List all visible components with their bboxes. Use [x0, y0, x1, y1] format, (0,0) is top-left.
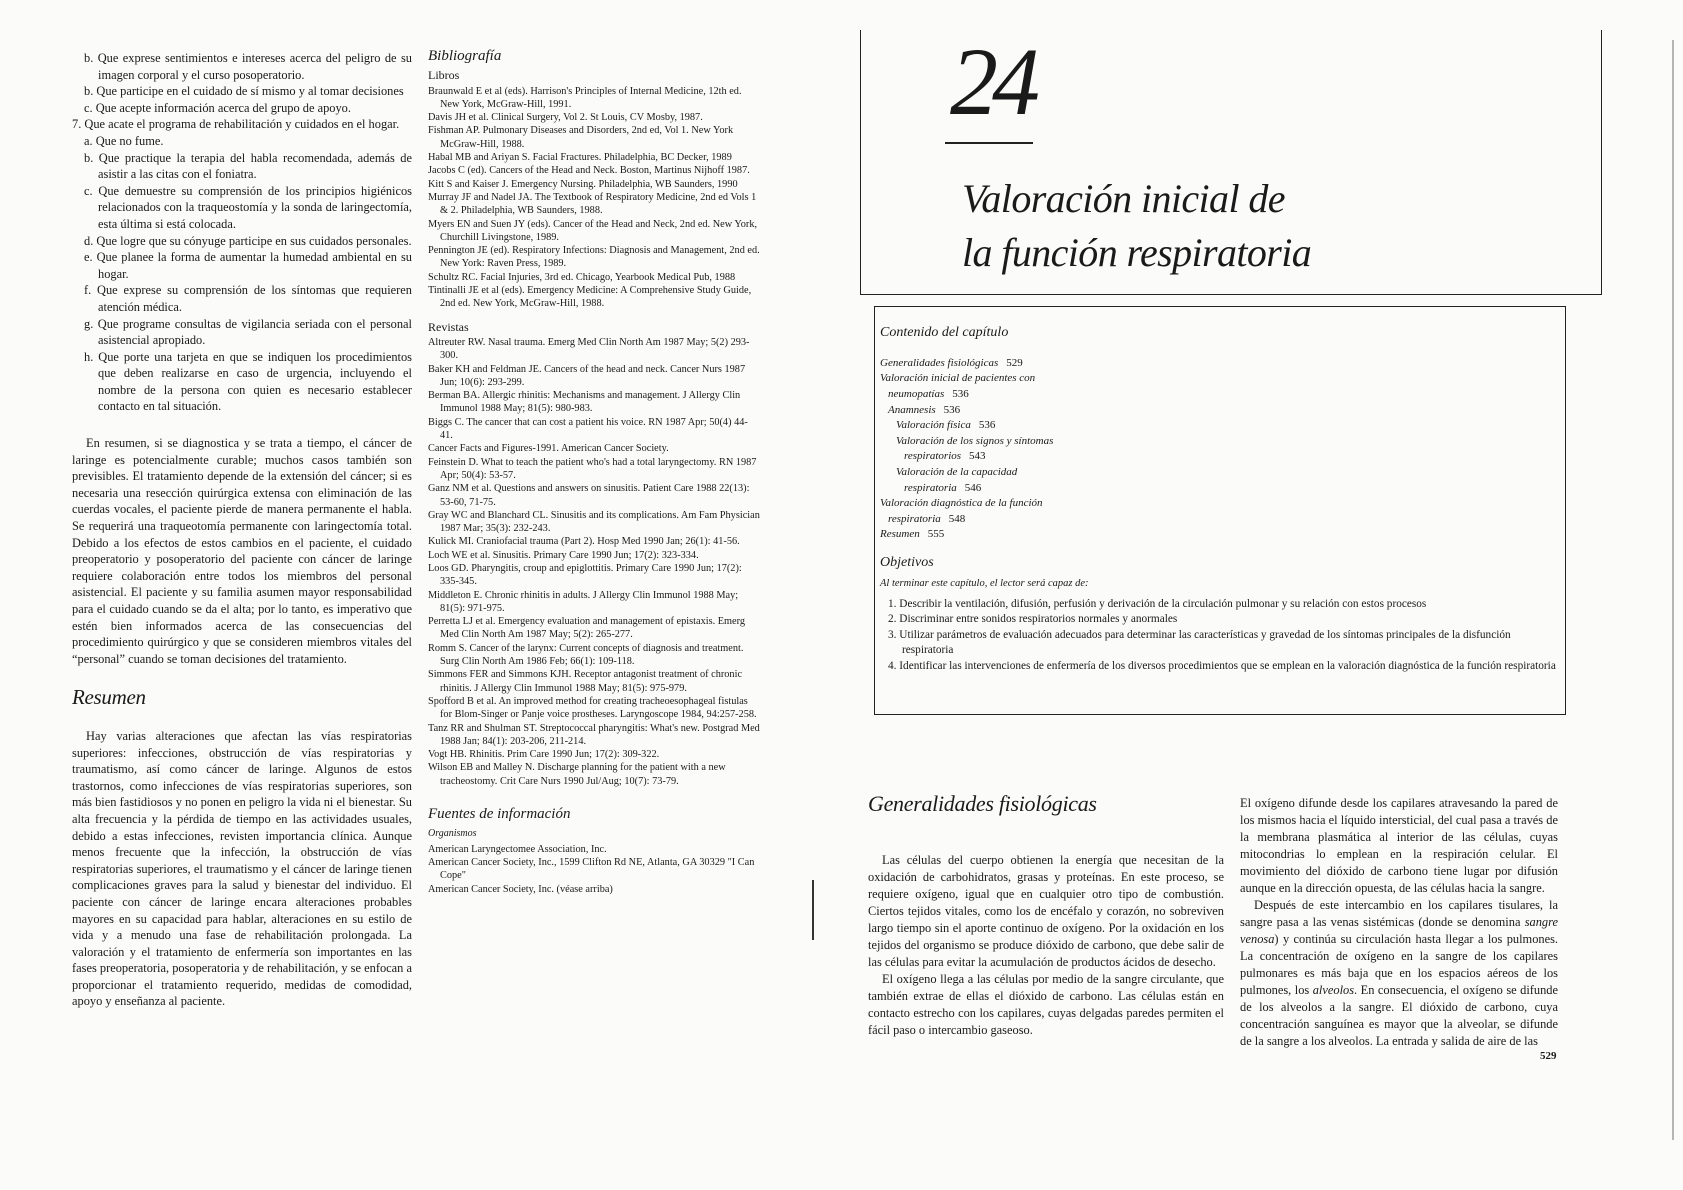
list-item: 3. Utilizar parámetros de evaluación adecuados para determinar las características y gravedad de los síntomas principales de la disfunción respiratoria	[888, 628, 1511, 657]
care-goals-list	[72, 50, 412, 415]
resumen-paragraph: Hay varias alteraciones que afectan las vías respiratorias superiores: infecciones, obstrucción de vías respiratorias y traumatismo, así como cáncer de laringe. Algunos de estos trastornos, como infecciones de vías respiratorias superiores, son más bien fastidiosos y no ponen en peligro la vida ni el bienestar. Su alta frecuencia y la pérdida de tiempo en las actividades usuales, debido a estas infecciones, revisten importancia clínica. Aunque menos frecuente que la infección, la obstrucción de vías respiratorias superiores, el traumatismo y el cáncer de laringe tienen complicaciones graves para la salud y bienestar del individuo. El paciente con cáncer de laringe encara alteraciones probables mayores en su capacidad para hablar, alteraciones en su estilo de vida y a menudo una fase de rehabilitación prolongada. La valoración y el tratamiento de enfermería son importantes en las fases preoperatoria, posoperatoria y de rehabilitación, y se enfocan a proporcionar el tratamiento requerido, medidas de comodidad, apoyo y enseñanza al paciente.	[72, 728, 412, 1009]
list-item: Ganz NM et al. Questions and answers on sinusitis. Patient Care 1988 22(13): 53-60, 71-75.	[428, 483, 750, 508]
toc-entry	[880, 356, 1560, 372]
resumen-heading: Resumen	[72, 685, 146, 710]
chapter-number: 24	[950, 28, 1034, 135]
toc-entry	[880, 527, 1560, 543]
toc-entry	[880, 387, 1560, 403]
libros-label: Libros	[428, 68, 460, 83]
list-item: d. Que logre que su cónyuge participe en sus cuidados personales.	[84, 233, 412, 248]
list-item: Tanz RR and Shulman ST. Streptococcal pharyngitis: What's new. Postgrad Med 1988 Jan; 84(1): 203-206, 211-214.	[428, 722, 760, 747]
bibliography-heading: Bibliografía	[428, 48, 502, 64]
list-item: Spofford B et al. An improved method for creating tracheoesophageal fistulas for Blom-Singer or Panje voice prostheses. Laryngoscope 1984, 94:257-258.	[428, 695, 757, 721]
list-item: Pennington JE (ed). Respiratory Infections: Diagnosis and Management, 2nd ed. New York: Raven Press, 1989.	[428, 245, 760, 270]
objetivos-list	[880, 597, 1560, 675]
organismos-list	[428, 843, 760, 896]
list-item: 2. Discriminar entre sonidos respiratorios normales y anormales	[888, 613, 1178, 626]
organismos-label: Organismos	[428, 828, 477, 840]
list-item: a. Que no fume.	[84, 133, 164, 148]
body-left-column	[868, 791, 1224, 1039]
chapter-title-line-2: la función respiratoria	[962, 230, 1312, 275]
toc-entry	[880, 449, 1560, 465]
list-item: Perretta LJ et al. Emergency evaluation and management of epistaxis. Emerg Med Clin North Am 1987 May; 5(2): 265-277.	[428, 616, 745, 641]
summary-paragraph: En resumen, si se diagnostica y se trata a tiempo, el cáncer de laringe es potencialmente curable; muchos casos también son previsibles. El tratamiento depende de la extensión del cáncer; si es necesaria una resección quirúrgica extensa con eliminación de las cuerdas vocales, el paciente pierde de manera permanente el habla. Se requerirá una traqueotomía permanente con laringectomía total. Debido a los efectos de estos cambios en el paciente, el cuidado preoperatorio y posoperatorio del paciente con cáncer de laringe requiere colaboración entre todos los miembros del personal asistencial. El paciente y su familia asumen mayor responsabilidad para el cuidado cuando se da el alta; por lo tanto, es imperativo que estén bien informados acerca de las consecuencias del procedimiento quirúrgico y que se consideren miembros vitales del “personal” cuando se toman decisiones del tratamiento.	[72, 436, 412, 666]
list-item: c. Que acepte información acerca del grupo de apoyo.	[84, 100, 351, 115]
toc-label: Valoración inicial de pacientes con	[880, 372, 1036, 385]
list-item: Gray WC and Blanchard CL. Sinusitis and its complications. Am Fam Physician 1987 Mar; 35(3): 232-243.	[428, 509, 760, 535]
list-item: Jacobs C (ed). Cancers of the Head and Neck. Boston, Martinus Nijhoff 1987.	[428, 165, 750, 177]
list-item: Cancer Facts and Figures-1991. American Cancer Society.	[428, 443, 669, 455]
list-item: e. Que planee la forma de aumentar la humedad ambiental en su hogar.	[84, 250, 412, 281]
toc-label: Valoración de los signos y síntomas	[896, 434, 1054, 447]
section-heading: Generalidades fisiológicas	[868, 791, 1097, 816]
list-item: Altreuter RW. Nasal trauma. Emerg Med Clin North Am 1987 May; 5(2) 293-300.	[428, 336, 750, 362]
chapter-title-line-1: Valoración inicial de	[962, 176, 1285, 221]
list-item: 1. Describir la ventilación, difusión, perfusión y derivación de la circulación pulmonar y su relación con estos procesos	[888, 597, 1427, 610]
text-run-emphasis: sangre venosa	[1240, 915, 1558, 946]
list-item: American Cancer Society, Inc., 1599 Clifton Rd NE, Atlanta, GA 30329 "I Can Cope"	[428, 856, 755, 882]
toc-entry	[880, 403, 1560, 419]
table-of-contents	[880, 356, 1560, 543]
toc-page: 546	[964, 481, 982, 494]
toc-page: 536	[952, 387, 969, 400]
list-item: f. Que exprese su comprensión de los síntomas que requieren atención médica.	[84, 283, 412, 314]
body-paragraph: Las células del cuerpo obtienen la energía que necesitan de la oxidación de carbohidratos, grasas y proteínas. En este proceso, se requiere oxígeno, igual que en cualquier otro tipo de combustión. Ciertos tejidos vitales, como los de encéfalo y corazón, no sobreviven largo tiempo sin el aporte continuo de oxígeno. Por la oxidación en los tejidos del organismo se produce dióxido de carbono, que debe salir de las células para evitar la acumulación de productos ácidos de desecho.	[868, 853, 1224, 969]
toc-page: 529	[1006, 356, 1023, 369]
toc-entry	[880, 496, 1560, 512]
toc-page: 543	[969, 450, 986, 463]
list-item: Feinstein D. What to teach the patient who's had a total laryngectomy. RN 1987 Apr; 50(4): 53-57.	[428, 456, 757, 481]
objetivos-heading: Objetivos	[880, 554, 934, 570]
list-item: Habal MB and Ariyan S. Facial Fractures. Philadelphia, BC Decker, 1989	[428, 152, 732, 164]
toc-page: 536	[978, 419, 996, 432]
toc-label: respiratorios	[904, 450, 962, 463]
list-item: 4. Identificar las intervenciones de enfermería de los diversos procedimientos que se emplean en la valoración diagnóstica de la función respiratoria	[888, 659, 1556, 672]
text-run: Después de este intercambio en los capilares tisulares, la sangre pasa a las venas sistémicas (donde se denomina	[1240, 898, 1558, 929]
revistas-label: Revistas	[428, 319, 469, 334]
list-item: Wilson EB and Malley N. Discharge planning for the patient with a new tracheostomy. Crit Care Nurs 1990 Jul/Aug; 10(7): 73-79.	[428, 762, 726, 787]
toc-page: 555	[927, 528, 945, 541]
contents-heading: Contenido del capítulo	[880, 325, 1009, 340]
chapter-rule	[945, 142, 1033, 144]
list-item: Biggs C. The cancer that can cost a patient his voice. RN 1987 Apr; 50(4) 44-41.	[428, 416, 748, 442]
toc-label: Resumen	[880, 528, 920, 541]
chapter-title	[962, 172, 1311, 280]
revistas-list	[428, 336, 760, 788]
body-right-column	[1240, 795, 1558, 1050]
toc-entry	[880, 481, 1560, 497]
list-item: b. Que exprese sentimientos e intereses acerca del peligro de su imagen corporal y el curso posoperatorio.	[84, 51, 412, 82]
left-column	[72, 50, 412, 1010]
list-item: g. Que programe consultas de vigilancia seriada con el personal asistencial apropiado.	[84, 316, 412, 348]
list-item: Berman BA. Allergic rhinitis: Mechanisms and management. J Allergy Clin Immunol 1988 May; 81(5): 980-983.	[428, 390, 741, 415]
list-item: Murray JF and Nadel JA. The Textbook of Respiratory Medicine, 2nd ed Vols 1 & 2. Philadelphia, WB Saunders, 1988.	[428, 191, 757, 217]
toc-label: neumopatías	[888, 387, 945, 400]
list-item: Romm S. Cancer of the larynx: Current concepts of diagnosis and treatment. Surg Clin North Am 1986 Feb; 66(1): 109-118.	[428, 642, 744, 668]
text-run: ) y continúa su circulación hasta llegar a los pulmones. La concentración de oxígeno en la sangre de los capilares pulmonares es más baja que en los espacios aéreos de los pulmones, los	[1240, 932, 1558, 997]
list-item: Kulick MI. Craniofacial trauma (Part 2). Hosp Med 1990 Jan; 26(1): 41-56.	[428, 536, 740, 548]
toc-page: 536	[943, 403, 961, 416]
list-item: Myers EN and Suen JY (eds). Cancer of the Head and Neck, 2nd ed. New York, Churchill Livingstone, 1989.	[428, 218, 758, 243]
list-item-7: 7. Que acate el programa de rehabilitación y cuidados en el hogar.	[72, 117, 400, 132]
toc-label: Generalidades fisiológicas	[880, 356, 999, 369]
list-item: Kitt S and Kaiser J. Emergency Nursing. Philadelphia, WB Saunders, 1990	[428, 178, 738, 190]
list-item: Loos GD. Pharyngitis, croup and epiglottitis. Primary Care 1990 Jun; 17(2): 335-345.	[428, 562, 742, 588]
gutter-mark	[812, 880, 814, 940]
toc-page: 548	[948, 512, 966, 525]
toc-label: respiratoria	[904, 481, 957, 494]
list-item: Braunwald E et al (eds). Harrison's Principles of Internal Medicine, 12th ed. New York, McGraw-Hill, 1991.	[428, 85, 742, 110]
text-run: . En consecuencia, el oxígeno se difunde de los alveolos a la sangre. El dióxido de carbono, cuya concentración sanguínea es mayor que la alveolar, se difunde de la sangre a los alveolos. La entrada y salida de aire de las	[1240, 983, 1559, 1048]
list-item: Middleton E. Chronic rhinitis in adults. J Allergy Clin Immunol 1988 May; 81(5): 971-975.	[428, 589, 739, 614]
toc-entry	[880, 418, 1560, 434]
list-item: h. Que porte una tarjeta en que se indiquen los procedimientos que deben realizarse en caso de urgencia, incluyendo el nombre de la persona con quien es necesario establecer contacto en tal situación.	[84, 349, 412, 414]
libros-list	[428, 85, 760, 311]
body-paragraph	[1240, 897, 1558, 1050]
toc-entry	[880, 434, 1560, 450]
toc-label: Valoración de la capacidad	[896, 465, 1018, 478]
fuentes-heading: Fuentes de información	[428, 806, 571, 823]
list-item: Simmons FER and Simmons KJH. Receptor antagonist treatment of chronic rhinitis. J Allergy Clin Immunol 1988 May; 81(5): 975-979.	[428, 669, 743, 694]
toc-entry	[880, 371, 1560, 387]
list-item: Schultz RC. Facial Injuries, 3rd ed. Chicago, Yearbook Medical Pub, 1988	[428, 271, 736, 283]
toc-label: respiratoria	[888, 512, 941, 525]
toc-entry	[880, 512, 1560, 528]
objetivos-intro: Al terminar este capítulo, el lector será capaz de:	[880, 577, 1089, 589]
body-paragraph: El oxígeno llega a las células por medio de la sangre circulante, que también extrae de ellas el dióxido de carbono. Las células están en contacto estrecho con los capilares, cuyas delgadas paredes permiten el fácil paso o intercambio gaseoso.	[868, 972, 1224, 1037]
page-number: 529	[1540, 1050, 1557, 1062]
list-item: c. Que demuestre su comprensión de los principios higiénicos relacionados con la traqueostomía y la sonda de laringectomía, esta última si está colocada.	[84, 183, 412, 231]
body-paragraph: El oxígeno difunde desde los capilares atravesando la pared de los mismos hacia el líquido intersticial, del cual pasa a través de la membrana plasmática al interior de las células, cuyas mitocondrias lo emplean en la respiración celular. El movimiento del dióxido de carbono tiene lugar por difusión aunque en la dirección opuesta, de las células hacia la sangre.	[1240, 796, 1558, 895]
toc-label: Valoración diagnóstica de la función	[880, 497, 1043, 510]
list-item: Fishman AP. Pulmonary Diseases and Disorders, 2nd ed, Vol 1. New York McGraw-Hill, 1988.	[428, 125, 734, 150]
list-item: b. Que participe en el cuidado de sí mismo y al tomar decisiones	[84, 84, 404, 99]
list-item: American Laryngectomee Association, Inc.	[428, 843, 607, 855]
list-item: Loch WE et al. Sinusitis. Primary Care 1990 Jun; 17(2): 323-334.	[428, 549, 699, 561]
text-run-emphasis: alveolos	[1312, 983, 1355, 997]
chapter-contents	[880, 325, 1560, 674]
list-item: Tintinalli JE et al (eds). Emergency Medicine: A Comprehensive Study Guide, 2nd ed. New York, McGraw-Hill, 1988.	[428, 285, 752, 310]
toc-label: Anamnesis	[888, 403, 936, 416]
list-item: b. Que practique la terapia del habla recomendada, además de asistir a las citas con el foniatra.	[84, 150, 412, 182]
page-edge-mark	[1672, 40, 1674, 1140]
list-item: Vogt HB. Rhinitis. Prim Care 1990 Jun; 17(2): 309-322.	[428, 749, 660, 761]
toc-label: Valoración física	[896, 419, 971, 432]
bibliography-column	[428, 50, 760, 896]
toc-entry	[880, 465, 1560, 481]
list-item: Davis JH et al. Clinical Surgery, Vol 2. St Louis, CV Mosby, 1987.	[428, 112, 703, 124]
list-item: Baker KH and Feldman JE. Cancers of the head and neck. Cancer Nurs 1987 Jun; 10(6): 293-299.	[428, 363, 746, 388]
list-item: American Cancer Society, Inc. (véase arriba)	[428, 883, 613, 895]
